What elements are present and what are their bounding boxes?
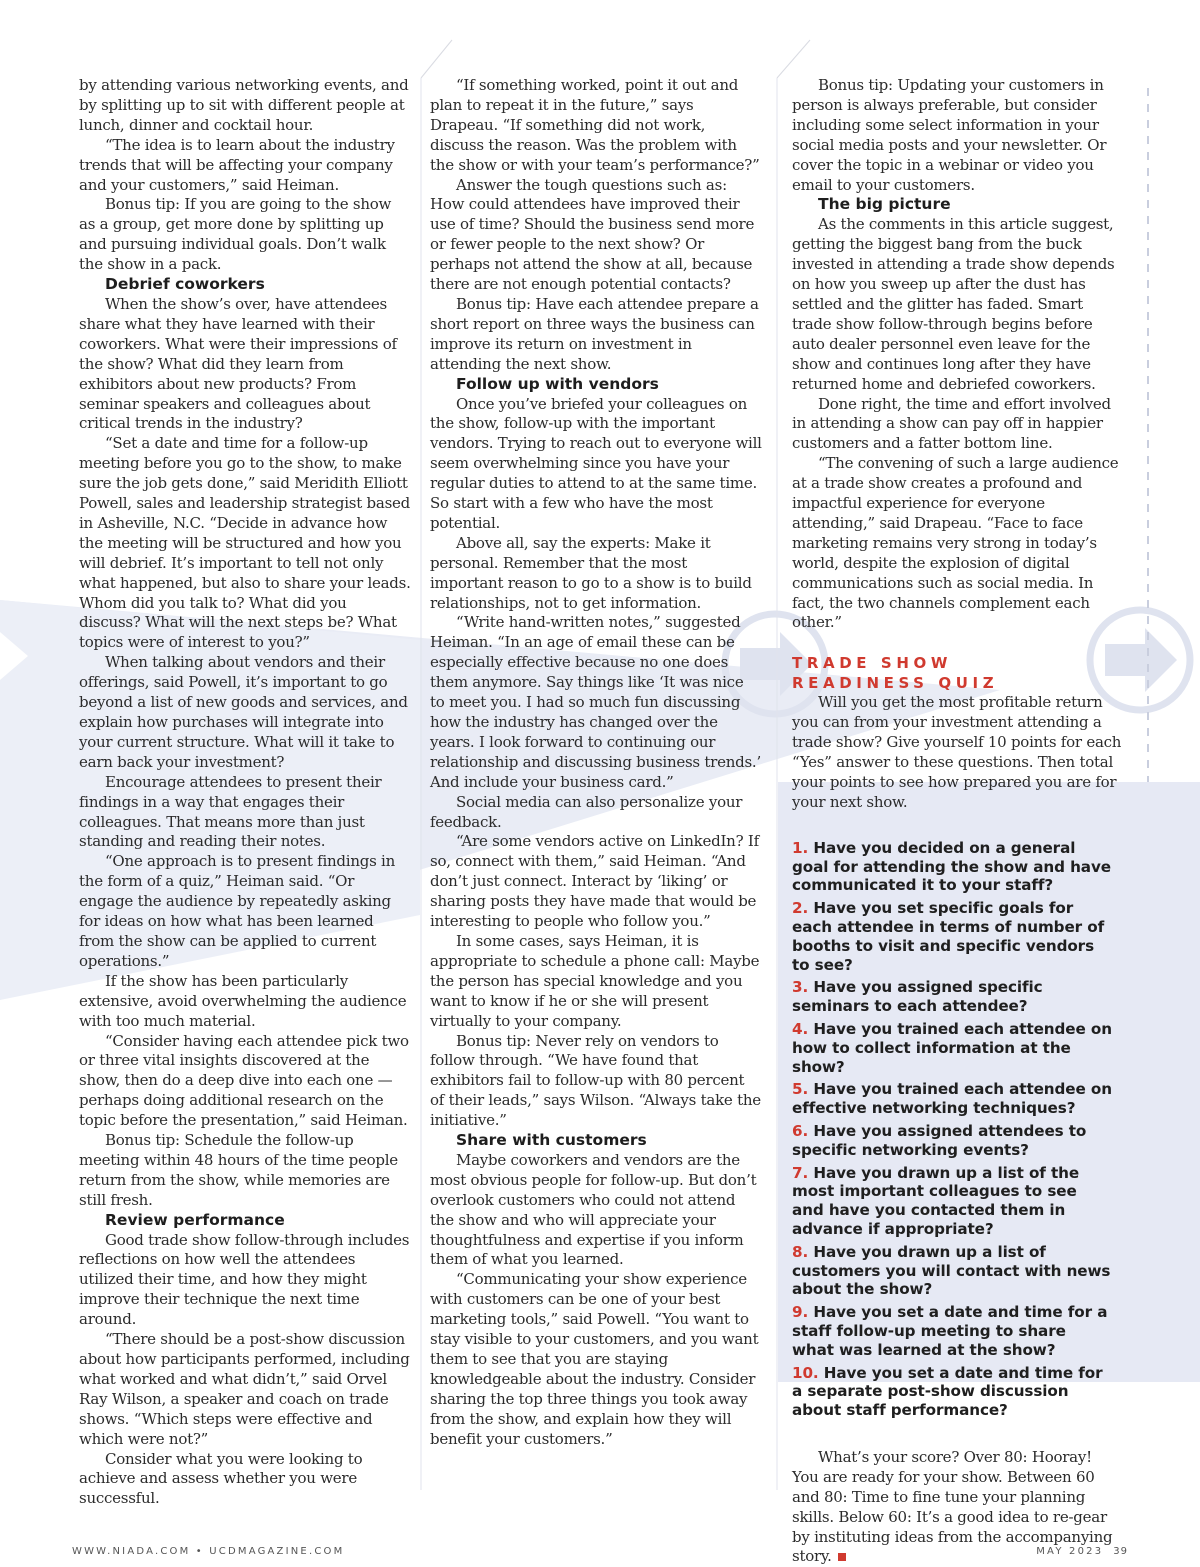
quiz-question [792, 1303, 1112, 1359]
quiz-title-line-2: READINESS QUIZ [792, 674, 999, 693]
paragraph: “There should be a post-show discussion about how participants performed, including what worked and what didn’t,” said Orvel Ray Wilson, a speaker and coach on trade shows. “Which steps were effective and which were not?” [79, 1330, 410, 1448]
quiz-question-text: Have you assigned specific seminars to each attendee? [792, 978, 1043, 1016]
paragraph: Bonus tip: Updating your customers in person is always preferable, but consider including some select information in your social media posts and your newsletter. Or cover the topic in a webinar or video you email to your customers. [792, 76, 1107, 194]
quiz-question-number: 4. [792, 1019, 809, 1038]
section-heading: The big picture [818, 195, 951, 214]
paragraph: Bonus tip: If you are going to the show as a group, get more done by splitting up and pursuing individual goals. Don’t walk the show in a pack. [79, 195, 392, 274]
paragraph: “The idea is to learn about the industry trends that will be affecting your company and your customers,” said Heiman. [79, 135, 395, 194]
quiz-question-number: 10. [792, 1363, 819, 1382]
paragraph: Good trade show follow-through includes reflections on how well the attendees utilized their time, and how they might improve their technique the next time around. [79, 1230, 410, 1329]
paragraph: In some cases, says Heiman, it is appropriate to schedule a phone call: Maybe the person has special knowledge and you want to know if he or she will present virtually to your company. [430, 931, 760, 1030]
quiz-question-text: Have you assigned attendees to specific networking events? [792, 1121, 1087, 1159]
quiz-question-text: Have you drawn up a list of customers you will contact with news about the show? [792, 1242, 1111, 1299]
paragraph: When the show’s over, have attendees share what they have learned with their coworkers. What were their impressions of the show? What did they learn from exhibitors about new products? From seminar speakers and colleagues about critical trends in the industry? [79, 294, 397, 433]
quiz-question [792, 978, 1112, 1016]
quiz-question [792, 1164, 1112, 1239]
paragraph: Maybe coworkers and vendors are the most obvious people for follow-up. But don’t overlook customers who could not attend the show and who will appreciate your thoughtfulness and expertise if you inform them of what you learned. [430, 1150, 757, 1269]
corner-stroke [421, 40, 452, 78]
quiz-question [792, 1020, 1112, 1076]
quiz-question-text: Have you set a date and time for a separate post-show discussion about staff performance? [792, 1363, 1103, 1420]
paragraph: “Set a date and time for a follow-up meeting before you go to the show, to make sure the job gets done,” said Meridith Elliott Powell, sales and leadership strategist based in Asheville, N.C. “Decide in advance how the meeting will be structured and how you will debrief. It’s important to tell not only what happened, but also to share your leads. Whom did you talk to? What did you discuss? What will the next steps be? What topics were of interest to you?” [79, 434, 411, 652]
paragraph: Above all, say the experts: Make it personal. Remember that the most important reason to go to a show is to build relationships, not to get information. [430, 533, 752, 612]
quiz-question [792, 1243, 1112, 1299]
paragraph: “Write hand-written notes,” suggested Heiman. “In an age of email these can be especially effective because no one does them anymore. Say things like ‘It was nice to meet you. I had so much fun discussing how the industry has changed over the years. I look forward to continuing our relationship and discussing business trends.’ And include your business card.” [430, 613, 761, 791]
corner-stroke [777, 40, 810, 78]
section-heading: Debrief coworkers [105, 275, 265, 294]
quiz-question [792, 1122, 1112, 1160]
footer-website: WWW.NIADA.COM • UCDMAGAZINE.COM [72, 1546, 345, 1557]
quiz-question-text: Have you trained each attendee on how to collect information at the show? [792, 1019, 1112, 1076]
article-column-3 [792, 76, 1122, 1567]
section-heading: Review performance [105, 1210, 285, 1229]
paragraph: “Are some vendors active on LinkedIn? If so, connect with them,” said Heiman. “And don’t just connect. Interact by ‘liking’ or sharing posts they have made that would be interesting to people who follow you.” [430, 832, 759, 931]
paragraph: Encourage attendees to present their findings in a way that engages their colleagues. That means more than just standing and reading their notes. [79, 772, 382, 851]
quiz-question-number: 2. [792, 899, 809, 918]
quiz-question-number: 1. [792, 838, 809, 857]
paragraph: Answer the tough questions such as: How could attendees have improved their use of time? Should the business send more or fewer people to the next show? Or perhaps not attend the show at all, because there are not enough potential contacts? [430, 175, 755, 294]
paragraph: Bonus tip: Have each attendee prepare a short report on three ways the business can improve its return on investment in attending the next show. [430, 294, 759, 373]
footer-date: MAY 2023 [1036, 1546, 1104, 1557]
quiz-question [792, 1364, 1112, 1420]
paragraph: Bonus tip: Never rely on vendors to follow through. “We have found that exhibitors fail to follow-up with 80 percent of their leads,” says Wilson. “Always take the initiative.” [430, 1031, 761, 1130]
paragraph: “Communicating your show experience with customers can be one of your best marketing tools,” said Powell. “You want to stay visible to your customers, and you want them to see that you are staying knowledgeable about the industry. Consider sharing the top three things you took away from the show, and explain how they will benefit your customers.” [430, 1270, 759, 1448]
paragraph: “One approach is to present findings in the form of a quiz,” Heiman said. “Or engage the audience by repeatedly asking for ideas on how what has been learned from the show can be applied to current operations.” [79, 852, 396, 970]
quiz-intro: Will you get the most profitable return you can from your investment attending a trade show? Give yourself 10 points for each “Yes” answer to these questions. Then total your points to see how prepared you are for your next show. [792, 693, 1122, 811]
article-column-2 [430, 76, 762, 1450]
paragraph: Consider what you were looking to achieve and assess whether you were successful. [79, 1449, 363, 1508]
quiz-title [792, 653, 1122, 693]
paragraph: As the comments in this article suggest, getting the biggest bang from the buck invested in attending a trade show depends on how you sweep up after the dust has settled and the glitter has faded. Smart trade show follow-through begins before auto dealer personnel even leave for the show and continues long after they have returned home and debriefed coworkers. [792, 215, 1115, 393]
quiz-question-number: 9. [792, 1303, 809, 1322]
quiz-question-text: Have you drawn up a list of the most important colleagues to see and have you contacted them in advance if appropriate? [792, 1163, 1080, 1238]
quiz-question [792, 899, 1112, 974]
page-number: 39 [1113, 1546, 1128, 1557]
quiz-question-number: 8. [792, 1242, 809, 1261]
quiz-question-number: 6. [792, 1121, 809, 1140]
quiz-question-number: 3. [792, 978, 809, 997]
quiz-question-number: 5. [792, 1080, 809, 1099]
footer-issue [1036, 1546, 1128, 1558]
paragraph: Bonus tip: Schedule the follow-up meeting within 48 hours of the time people return from the show, while memories are still fresh. [79, 1131, 398, 1209]
paragraph: Done right, the time and effort involved in attending a show can pay off in happier customers and a fatter bottom line. [792, 394, 1111, 453]
quiz-question-text: Have you set specific goals for each attendee in terms of number of booths to visit and specific vendors to see? [792, 899, 1105, 974]
section-heading: Follow up with vendors [456, 374, 659, 393]
quiz-question-text: Have you set a date and time for a staff follow-up meeting to share what was learned at the show? [792, 1303, 1108, 1359]
end-square-icon [838, 1553, 846, 1561]
paragraph: When talking about vendors and their offerings, said Powell, it’s important to go beyond a list of new goods and services, and explain how purchases will integrate into your current structure. What will it take to earn back your investment? [79, 653, 408, 771]
paragraph: Once you’ve briefed your colleagues on the show, follow-up with the important vendors. Trying to reach out to everyone will seem overwhelming since you have your regular duties to attend to at the same time. So start with a few who have the most potential. [430, 394, 762, 532]
paragraph: Social media can also personalize your feedback. [430, 792, 743, 831]
quiz-score-text-content: What’s your score? Over 80: Hooray! You are ready for your show. Between 60 and 80: Time to fine tune your planning skills. Below 60: It’s a good idea to re-gear by instituting ideas from the accompanying story. [792, 1447, 1113, 1566]
quiz-title-line-1: TRADE SHOW [792, 654, 952, 673]
quiz-question-text: Have you decided on a general goal for attending the show and have communicated it to your staff? [792, 838, 1111, 895]
article-column-1 [79, 76, 411, 1509]
section-heading: Share with customers [456, 1131, 647, 1150]
paragraph: “If something worked, point it out and plan to repeat it in the future,” says Drapeau. “If something did not work, discuss the reason. Was the problem with the show or with your team’s performance?” [430, 76, 760, 174]
quiz-question [792, 1080, 1112, 1118]
paragraph: “The convening of such a large audience at a trade show creates a profound and impactful experience for everyone attending,” said Drapeau. “Face to face marketing remains very strong in today’s world, despite the explosion of digital communications such as social media. In fact, the two channels complement each other.” [792, 454, 1119, 632]
paragraph: by attending various networking events, and by splitting up to sit with different people at lunch, dinner and cocktail hour. [79, 76, 409, 134]
quiz-question-list [792, 839, 1112, 1420]
paragraph: “Consider having each attendee pick two or three vital insights discovered at the show, then do a deep dive into each one — perhaps doing additional research on the topic before the presentation,” said Heiman. [79, 1031, 409, 1130]
quiz-questions-box [778, 829, 1122, 1448]
paragraph: If the show has been particularly extensive, avoid overwhelming the audience with too much material. [79, 971, 407, 1030]
quiz-question [792, 839, 1112, 895]
quiz-question-number: 7. [792, 1163, 809, 1182]
quiz-question-text: Have you trained each attendee on effective networking techniques? [792, 1080, 1112, 1118]
